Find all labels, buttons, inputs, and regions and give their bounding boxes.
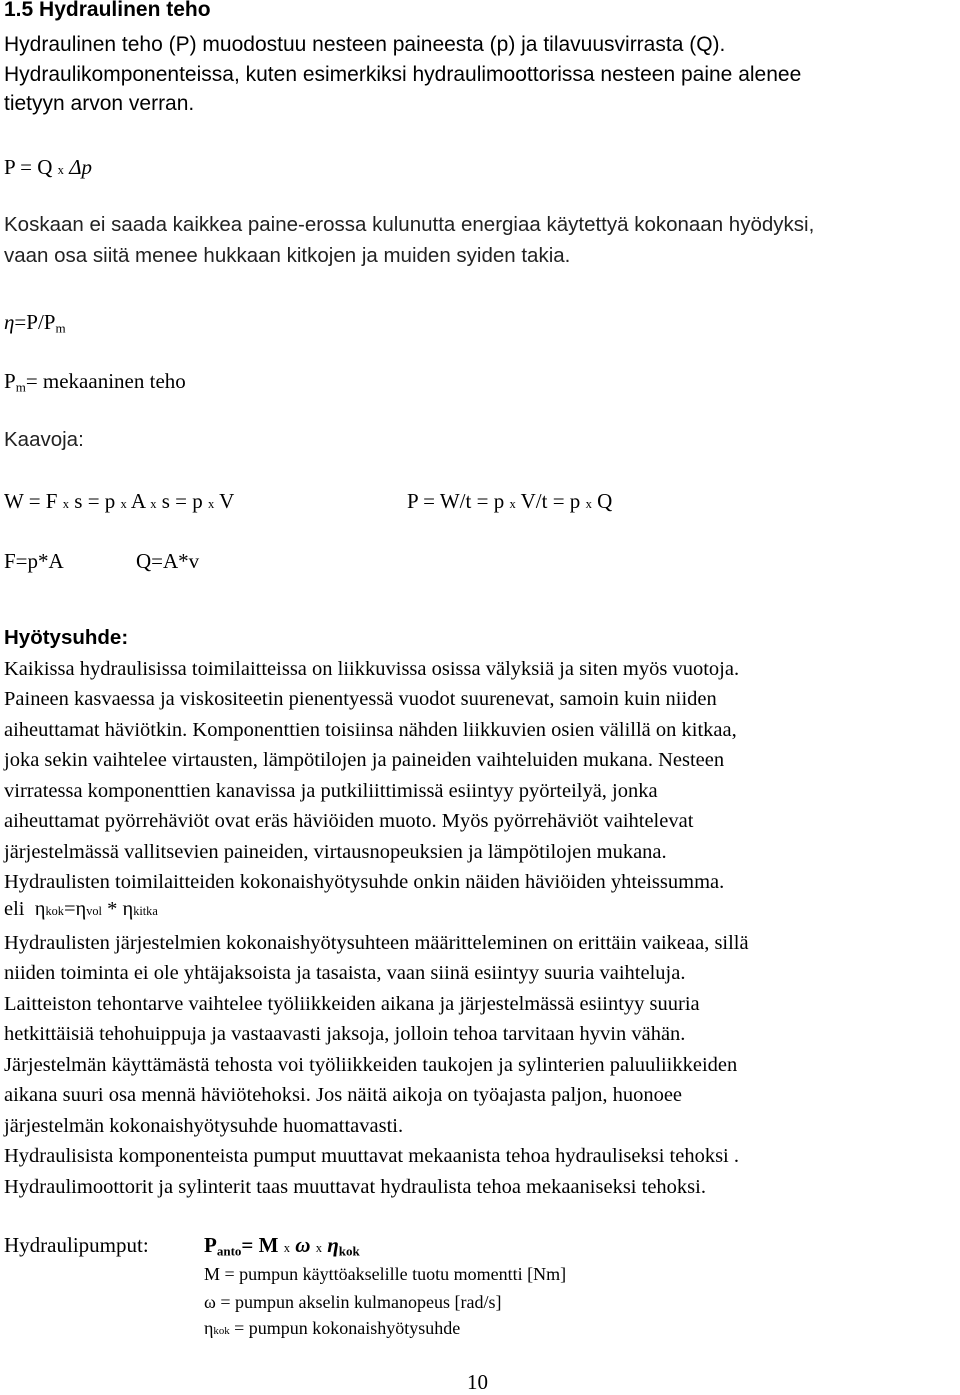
section-heading bbox=[4, 0, 211, 22]
system-line: järjestelmän kokonaishyötysuhde huomattavasti. bbox=[4, 1115, 404, 1137]
formula-force: F=p*A bbox=[4, 549, 64, 573]
pump-label: Hydraulipumput: bbox=[4, 1233, 149, 1257]
intro-line-3: tietyyn arvon verran. bbox=[4, 92, 195, 115]
pump-power-equation: $P_{anto}= M$ x ω x $\eta_{kok}$ bbox=[204, 1233, 360, 1259]
equation-power: P = Q x Δp bbox=[4, 155, 93, 179]
efficiency-heading: Hyötysuhde: bbox=[4, 626, 129, 649]
formula-work: W = F x s = p x A x s = p x V bbox=[4, 489, 235, 513]
pump-def-omega: ω = pumpun akselin kulmanopeus [rad/s] bbox=[204, 1292, 502, 1312]
formula-flow: Q=A*v bbox=[136, 549, 200, 573]
system-line: aikana suuri osa mennä häviötehoksi. Jos näitä aikoja on työajasta paljon, huonoee bbox=[4, 1084, 683, 1106]
equation-efficiency: $\eta=P/P_m$ bbox=[4, 310, 66, 336]
pump-def-torque: M = pumpun käyttöakselille tuotu momentti [Nm] bbox=[204, 1264, 567, 1284]
efficiency-line: järjestelmässä vallitsevien paineiden, virtausnopeuksien ja lämpötilojen mukana. bbox=[4, 841, 667, 863]
section-number: 1.5 bbox=[4, 0, 34, 21]
formulas-label: Kaavoja: bbox=[4, 428, 84, 451]
efficiency-line: virratessa komponenttien kanavissa ja putkiliittimissä esiintyy pyörteilyä, jonka bbox=[4, 780, 658, 802]
system-line: Hydraulimoottorit ja sylinterit taas muuttavat hydraulista tehoa mekaaniseksi tehoksi. bbox=[4, 1176, 706, 1198]
intro-line-2: Hydraulikomponenteissa, kuten esimerkiksi hydraulimoottorissa nesteen paine alenee bbox=[4, 63, 802, 86]
system-line: Järjestelmän käyttämästä tehosta voi työliikkeiden taukojen ja sylinterien paluuliikkeiden bbox=[4, 1054, 738, 1076]
pump-def-eta: ηkok = pumpun kokonaishyötysuhde bbox=[204, 1318, 461, 1338]
section-title: Hydraulinen teho bbox=[39, 0, 211, 21]
intro-line-1: Hydraulinen teho (P) muodostuu nesteen paineesta (p) ja tilavuusvirrasta (Q). bbox=[4, 33, 726, 56]
efficiency-line: aiheuttamat häviötkin. Komponenttien toisiinsa nähden liikkuvien osien välillä on kitkaa, bbox=[4, 719, 737, 741]
system-line: hetkittäisiä tehohuippuja ja vastaavasti jaksoja, jolloin tehoa tarvitaan hyvin vähän. bbox=[4, 1023, 686, 1045]
system-line: niiden toiminta ei ole yhtäjaksoista ja tasaista, vaan siinä esiintyy suuria vaihteluja. bbox=[4, 962, 686, 984]
loss-line-1: Koskaan ei saada kaikkea paine-erossa kulunutta energiaa käytettyä kokonaan hyödyksi, bbox=[4, 213, 815, 236]
total-efficiency-equation: eli ηkok=ηvol * ηkitka bbox=[4, 898, 158, 920]
efficiency-line: Paineen kasvaessa ja viskositeetin pienentyessä vuodot suurenevat, samoin kuin niiden bbox=[4, 688, 717, 710]
efficiency-line: joka sekin vaihtelee virtausten, lämpötilojen ja paineiden vaihteluiden mukana. Nesteen bbox=[4, 749, 725, 771]
efficiency-line: Hydraulisten toimilaitteiden kokonaishyötysuhde onkin näiden häviöiden yhteissumma. bbox=[4, 871, 725, 893]
pm-definition: $P_m=$ mekaaninen teho bbox=[4, 369, 186, 395]
page-number: 10 bbox=[467, 1370, 488, 1394]
system-line: Laitteiston tehontarve vaihtelee työliikkeiden aikana ja järjestelmässä esiintyy suuria bbox=[4, 993, 700, 1015]
efficiency-line: Kaikissa hydraulisissa toimilaitteissa on liikkuvissa osissa välyksiä ja siten myös vuotoja. bbox=[4, 658, 740, 680]
loss-line-2: vaan osa siitä menee hukkaan kitkojen ja muiden syiden takia. bbox=[4, 244, 571, 267]
formula-power: P = W/t = p x V/t = p x Q bbox=[407, 489, 613, 513]
efficiency-line: aiheuttamat pyörrehäviöt ovat eräs häviöiden muoto. Myös pyörrehäviöt vaihtelevat bbox=[4, 810, 694, 832]
system-line: Hydraulisista komponenteista pumput muuttavat mekaanista tehoa hydrauliseksi tehoksi . bbox=[4, 1145, 740, 1167]
system-line: Hydraulisten järjestelmien kokonaishyötysuhteen määritteleminen on erittäin vaikeaa, sillä bbox=[4, 932, 749, 954]
